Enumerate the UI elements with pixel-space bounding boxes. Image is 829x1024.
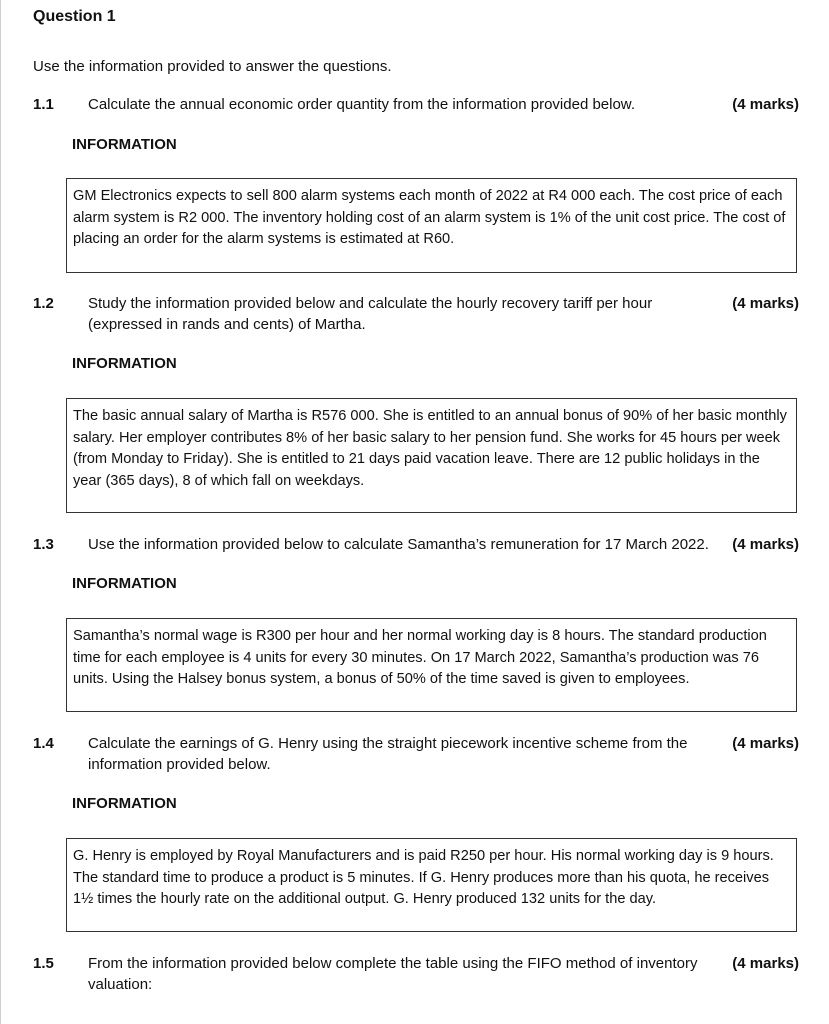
information-box	[66, 398, 797, 513]
page-edge	[0, 0, 1, 1024]
information-text: Samantha’s normal wage is R300 per hour and her normal working day is 8 hours. The standard production time for each employee is 4 units for every 30 minutes. On 17 March 2022, Samantha’s production was 76 units. Using the Halsey bonus system, a bonus of 50% of the time saved is given to employees.	[73, 628, 767, 687]
information-box	[66, 618, 797, 712]
information-box	[66, 838, 797, 932]
question-text: Calculate the earnings of G. Henry using the straight piecework incentive scheme from the information provided below.	[88, 735, 688, 773]
information-text: The basic annual salary of Martha is R576 000. She is entitled to an annual bonus of 90% of her basic monthly salary. Her employer contributes 8% of her basic salary to her pension fund. She works for 45 hours per week (from Monday to Friday). She is entitled to 21 days paid vacation leave. There are 12 public holidays in the year (365 days), 8 of which fall on weekdays.	[73, 408, 787, 489]
question-text: Use the information provided below to calculate Samantha’s remuneration for 17 March 2022.	[88, 536, 709, 553]
question-text: Study the information provided below and calculate the hourly recovery tariff per hour (expressed in rands and cents) of Martha.	[88, 295, 653, 333]
question-title: Question 1	[33, 8, 116, 25]
question-number: 1.4	[33, 735, 54, 752]
information-text: GM Electronics expects to sell 800 alarm systems each month of 2022 at R4 000 each. The cost price of each alarm system is R2 000. The inventory holding cost of an alarm system is 1% of the unit cost price. The cost of placing an order for the alarm systems is estimated at R60.	[73, 188, 786, 247]
information-label: INFORMATION	[72, 575, 177, 592]
question-marks: (4 marks)	[732, 735, 799, 752]
question-text: From the information provided below complete the table using the FIFO method of inventory valuation:	[88, 955, 698, 993]
question-number: 1.5	[33, 955, 54, 972]
information-box	[66, 178, 797, 273]
intro-text: Use the information provided to answer the questions.	[33, 58, 392, 75]
question-marks: (4 marks)	[732, 955, 799, 972]
information-label: INFORMATION	[72, 355, 177, 372]
information-label: INFORMATION	[72, 795, 177, 812]
question-marks: (4 marks)	[732, 536, 799, 553]
question-marks: (4 marks)	[732, 295, 799, 312]
question-text: Calculate the annual economic order quantity from the information provided below.	[88, 96, 635, 113]
question-marks: (4 marks)	[732, 96, 799, 113]
information-label: INFORMATION	[72, 136, 177, 153]
question-number: 1.1	[33, 96, 54, 113]
question-number: 1.2	[33, 295, 54, 312]
information-text: G. Henry is employed by Royal Manufacturers and is paid R250 per hour. His normal working day is 9 hours. The standard time to produce a product is 5 minutes. If G. Henry produces more than his quota, he receives 1½ times the hourly rate on the additional output. G. Henry produced 132 units for the day.	[73, 848, 774, 907]
question-number: 1.3	[33, 536, 54, 553]
